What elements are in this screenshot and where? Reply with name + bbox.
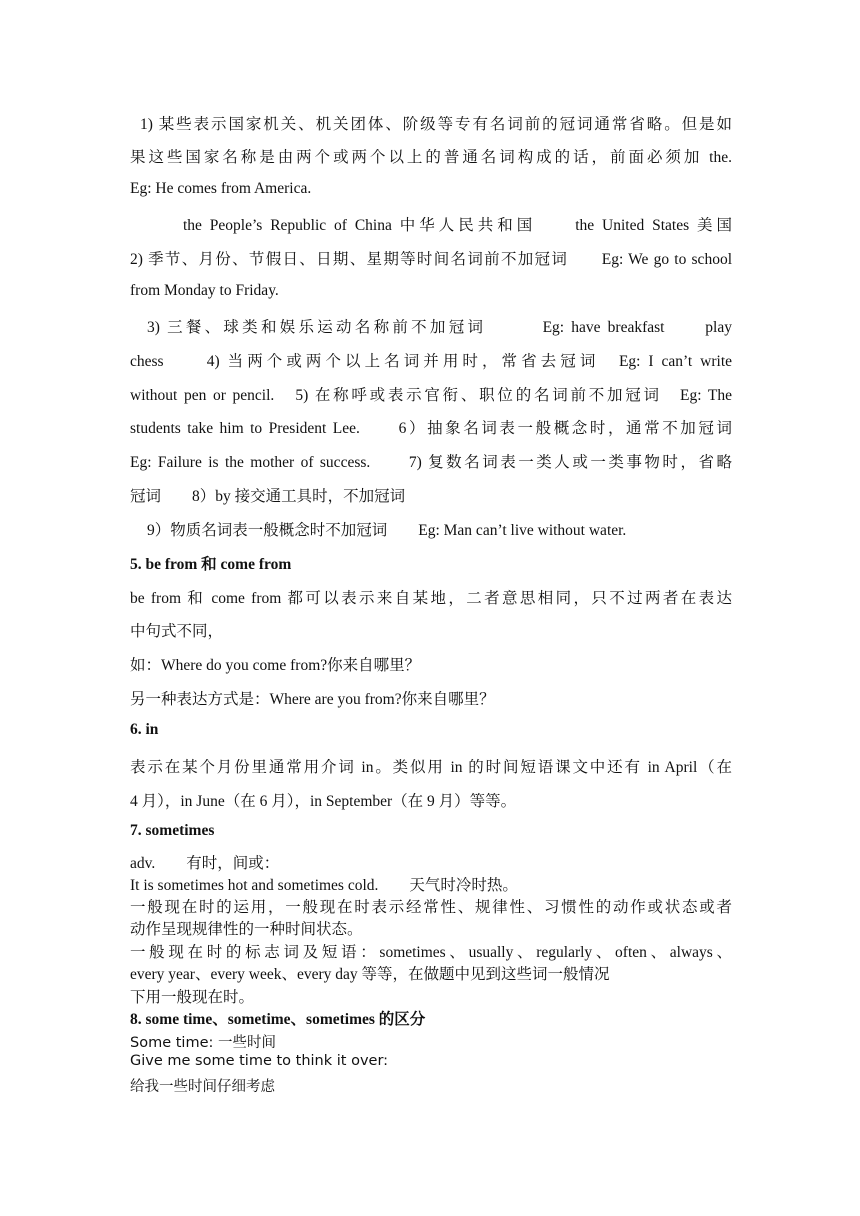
section-6-line-2: 4 月），in June（在 6 月），in September（在 9 月）等等。 <box>130 793 517 810</box>
section-8-line-3: 给我一些时间仔细考虑 <box>130 1079 275 1095</box>
section-7-example: It is sometimes hot and sometimes cold. 天气时冷时热。 <box>130 877 518 894</box>
heading-8: 8. some time、sometime、sometimes 的区分 <box>130 1011 426 1028</box>
section-8-line-2: Give me some time to think it over: <box>130 1053 389 1069</box>
rule-1-names: the People’s Republic of China 中华人民共和国 the United States 美国 <box>183 217 732 234</box>
section-7-definition: adv. 有时，间或： <box>130 855 280 872</box>
section-7-line-4: 动作呈现规律性的一种时间状态。 <box>130 921 363 938</box>
section-8-line-1: Some time: 一些时间 <box>130 1035 276 1051</box>
rule-9: 9）物质名词表一般概念时不加冠词 Eg: Man can’t live without water. <box>147 522 627 539</box>
section-5-line-1: be from 和 come from 都可以表示来自某地，二者意思相同，只不过两者在表达 <box>130 590 732 607</box>
rules-line-6: 冠词 8）by 接交通工具时，不加冠词 <box>130 488 406 505</box>
section-7-line-6: every year、every week、every day 等等，在做题中见到这些词一般情况 <box>130 966 610 983</box>
section-7-line-7: 下用一般现在时。 <box>130 989 255 1006</box>
section-7-line-5: 一般现在时的标志词及短语：sometimes、usually、regularly、often、always、 <box>130 944 732 961</box>
section-5-example-1: 如：Where do you come from?你来自哪里？ <box>130 657 421 674</box>
rules-line-4: students take him to President Lee. 6）抽象名词表一般概念时，通常不加冠词 <box>130 420 732 437</box>
rules-line-3: without pen or pencil. 5) 在称呼或表示官衔、职位的名词前不加冠词 Eg: The <box>130 387 732 404</box>
heading-6: 6. in <box>130 721 159 738</box>
rule-1-example: Eg: He comes from America. <box>130 180 312 197</box>
section-5-example-2: 另一种表达方式是：Where are you from?你来自哪里？ <box>130 691 495 708</box>
rule-1-line-1: 1) 某些表示国家机关、机关团体、阶级等专有名词前的冠词通常省略。但是如 <box>140 116 732 133</box>
section-5-line-2: 中句式不同， <box>130 623 224 640</box>
rules-line-2: chess 4) 当两个或两个以上名词并用时，常省去冠词 Eg: I can’t write <box>130 353 732 370</box>
heading-5: 5. be from 和 come from <box>130 556 292 573</box>
heading-7: 7. sometimes <box>130 822 215 839</box>
section-7-line-3: 一般现在时的运用，一般现在时表示经常性、规律性、习惯性的动作或状态或者 <box>130 899 732 916</box>
rule-2-line-1: 2) 季节、月份、节假日、日期、星期等时间名词前不加冠词 Eg: We go to school <box>130 251 732 268</box>
rule-2-line-2: from Monday to Friday. <box>130 282 279 299</box>
rules-line-5: Eg: Failure is the mother of success. 7) 复数名词表一类人或一类事物时，省略 <box>130 454 732 471</box>
section-6-line-1: 表示在某个月份里通常用介词 in。类似用 in 的时间短语课文中还有 in April（在 <box>130 759 732 776</box>
rule-1-line-2: 果这些国家名称是由两个或两个以上的普通名词构成的话，前面必须加 the. <box>130 149 732 166</box>
rule-3-line-1: 3) 三餐、球类和娱乐运动名称前不加冠词 Eg: have breakfast play <box>147 319 732 336</box>
